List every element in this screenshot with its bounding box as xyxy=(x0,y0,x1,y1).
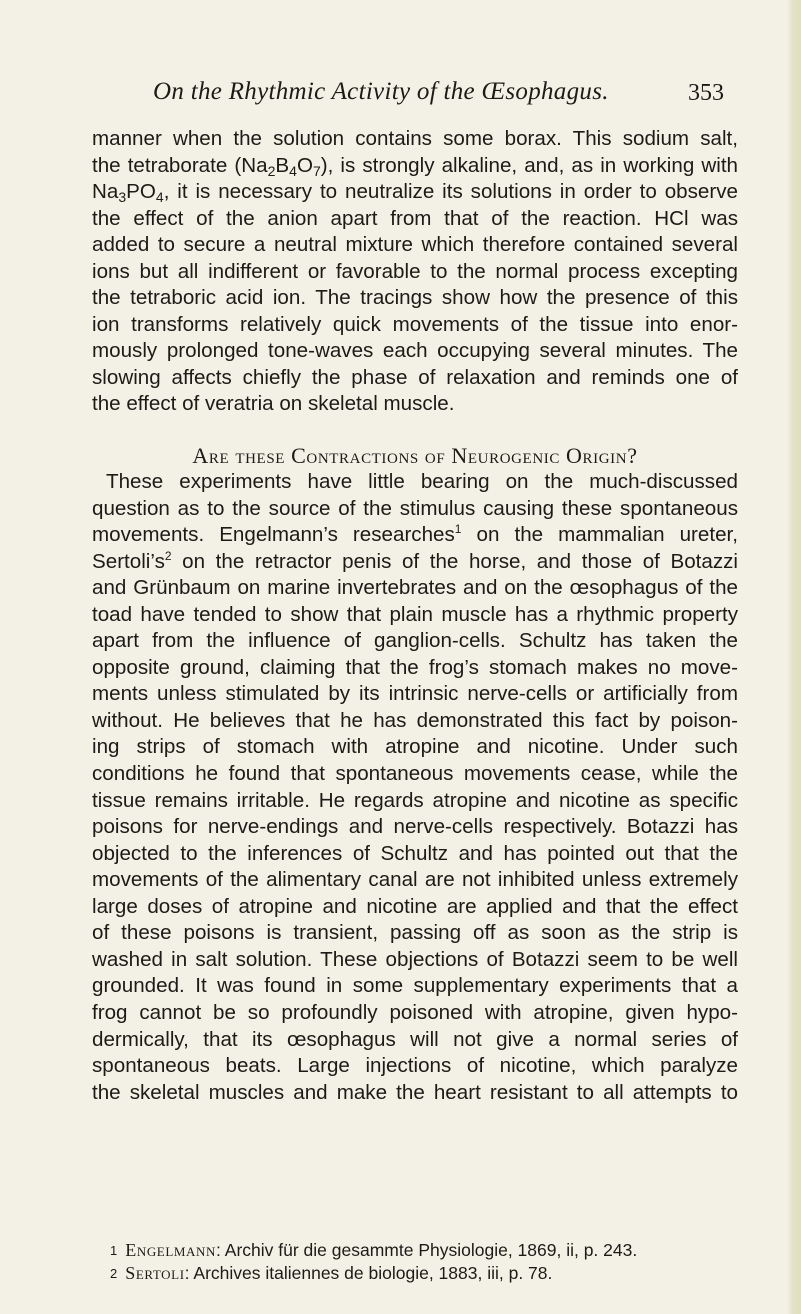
text-run: PO xyxy=(126,180,156,204)
text-line: ing strips of stomach with atropine and nicotine. Under such xyxy=(92,735,738,759)
text-line: dermically, that its œsophagus will not give a normal series of xyxy=(92,1027,738,1051)
text-line: opposite ground, claiming that the frog’s stomach makes no move- xyxy=(92,655,738,679)
footnotes xyxy=(110,1239,740,1285)
text-line: toad have tended to show that plain muscle has a rhythmic property xyxy=(92,602,738,626)
page-header xyxy=(0,78,801,118)
text-line xyxy=(92,549,738,576)
text-line: grounded. It was found in some supplementary experiments that a xyxy=(92,974,738,998)
text-run: on the retractor penis of the horse, and those of Botazzi xyxy=(171,549,738,573)
text-run: ), is strongly alkaline, and, as in working with xyxy=(320,153,739,177)
page-number: 353 xyxy=(688,80,724,106)
text-line: movements of the alimentary canal are not inhibited unless extremely xyxy=(92,868,738,892)
text-line: conditions he found that spontaneous movements cease, while the xyxy=(92,762,738,786)
footnote-ref[interactable]: 2 xyxy=(164,548,172,563)
subscript: 4 xyxy=(289,162,297,179)
text-line xyxy=(92,153,738,180)
text-line: the effect of veratria on skeletal muscle. xyxy=(92,392,455,416)
text-line: ion transforms relatively quick movements of the tissue into enor- xyxy=(92,312,738,336)
body-text xyxy=(92,126,738,1106)
text-run: on the mammalian ureter, xyxy=(461,523,738,547)
text-line: added to secure a neutral mixture which therefore contained several xyxy=(92,233,738,257)
footnote-number: 1 xyxy=(110,1243,118,1258)
text-run: Sertoli’s xyxy=(92,549,165,573)
footnote-author: Sertoli xyxy=(125,1263,185,1283)
text-run: B xyxy=(275,153,290,177)
text-line: the skeletal muscles and make the heart resistant to all attempts to xyxy=(92,1080,738,1104)
footnote-ref[interactable]: 1 xyxy=(454,522,462,537)
section-heading: Are these Contractions of Neurogenic Origin? xyxy=(192,443,638,469)
text-line: spontaneous beats. Large injections of nicotine, which paralyze xyxy=(92,1054,738,1078)
subscript: 3 xyxy=(118,189,127,206)
footnote-text: : Archiv für die gesammte Physiologie, 1869, ii, p. 243. xyxy=(216,1240,638,1260)
text-line: ments unless stimulated by its intrinsic nerve-cells or artificially from xyxy=(92,682,738,706)
text-run: , it is necessary to neutralize its solutions in order to observe xyxy=(163,180,738,204)
footnote-text: : Archives italiennes de biologie, 1883, iii, p. 78. xyxy=(184,1263,553,1283)
running-head: On the Rhythmic Activity of the Œsophagus. xyxy=(153,78,609,105)
page-edge xyxy=(787,0,801,1314)
text-line: slowing affects chiefly the phase of relaxation and reminds one of xyxy=(92,365,738,389)
footnote-1 xyxy=(110,1239,740,1262)
text-run: O xyxy=(296,153,313,177)
text-line: without. He believes that he has demonstrated this fact by poison- xyxy=(92,708,738,732)
text-line: the tetraboric acid ion. The tracings show how the presence of this xyxy=(92,286,738,310)
text-line: question as to the source of the stimulus causing these spontaneous xyxy=(92,496,738,520)
subscript: 4 xyxy=(155,189,164,206)
text-line: manner when the solution contains some borax. This sodium salt, xyxy=(92,127,738,150)
text-line: tissue remains irritable. He regards atropine and nicotine as specific xyxy=(92,788,738,812)
subscript: 7 xyxy=(312,162,321,179)
text-line: poisons for nerve-endings and nerve-cells respectively. Botazzi has xyxy=(92,815,738,839)
text-run: Na xyxy=(92,180,119,204)
text-run: the tetraborate (Na xyxy=(92,153,268,177)
text-line: and Grünbaum on marine invertebrates and on the œsophagus of the xyxy=(92,576,738,600)
footnote-2 xyxy=(110,1262,740,1285)
text-line: apart from the influence of ganglion-cells. Schultz has taken the xyxy=(92,629,738,653)
text-line: objected to the inferences of Schultz and has pointed out that the xyxy=(92,841,738,865)
text-line: washed in salt solution. These objections of Botazzi seem to be well xyxy=(92,947,738,971)
text-line: of these poisons is transient, passing off as soon as the strip is xyxy=(92,921,738,945)
subscript: 2 xyxy=(267,162,276,179)
text-line xyxy=(92,179,738,206)
text-line: mously prolonged tone-waves each occupying several minutes. The xyxy=(92,339,738,363)
text-run: movements. Engelmann’s researches xyxy=(92,523,455,547)
text-line: These experiments have little bearing on the much-discussed xyxy=(106,470,738,494)
text-line xyxy=(92,522,738,549)
text-line: ions but all indifferent or favorable to the normal process excepting xyxy=(92,259,738,283)
text-line: the effect of the anion apart from that of the reaction. HCl was xyxy=(92,206,738,230)
footnote-author: Engelmann xyxy=(125,1240,217,1260)
paragraph-1 xyxy=(92,126,738,418)
footnote-number: 2 xyxy=(110,1266,118,1281)
paragraph-2 xyxy=(92,469,738,1106)
text-line: large doses of atropine and nicotine are applied and that the effect xyxy=(92,894,738,918)
text-line: frog cannot be so profoundly poisoned with atropine, given hypo- xyxy=(92,1000,738,1024)
